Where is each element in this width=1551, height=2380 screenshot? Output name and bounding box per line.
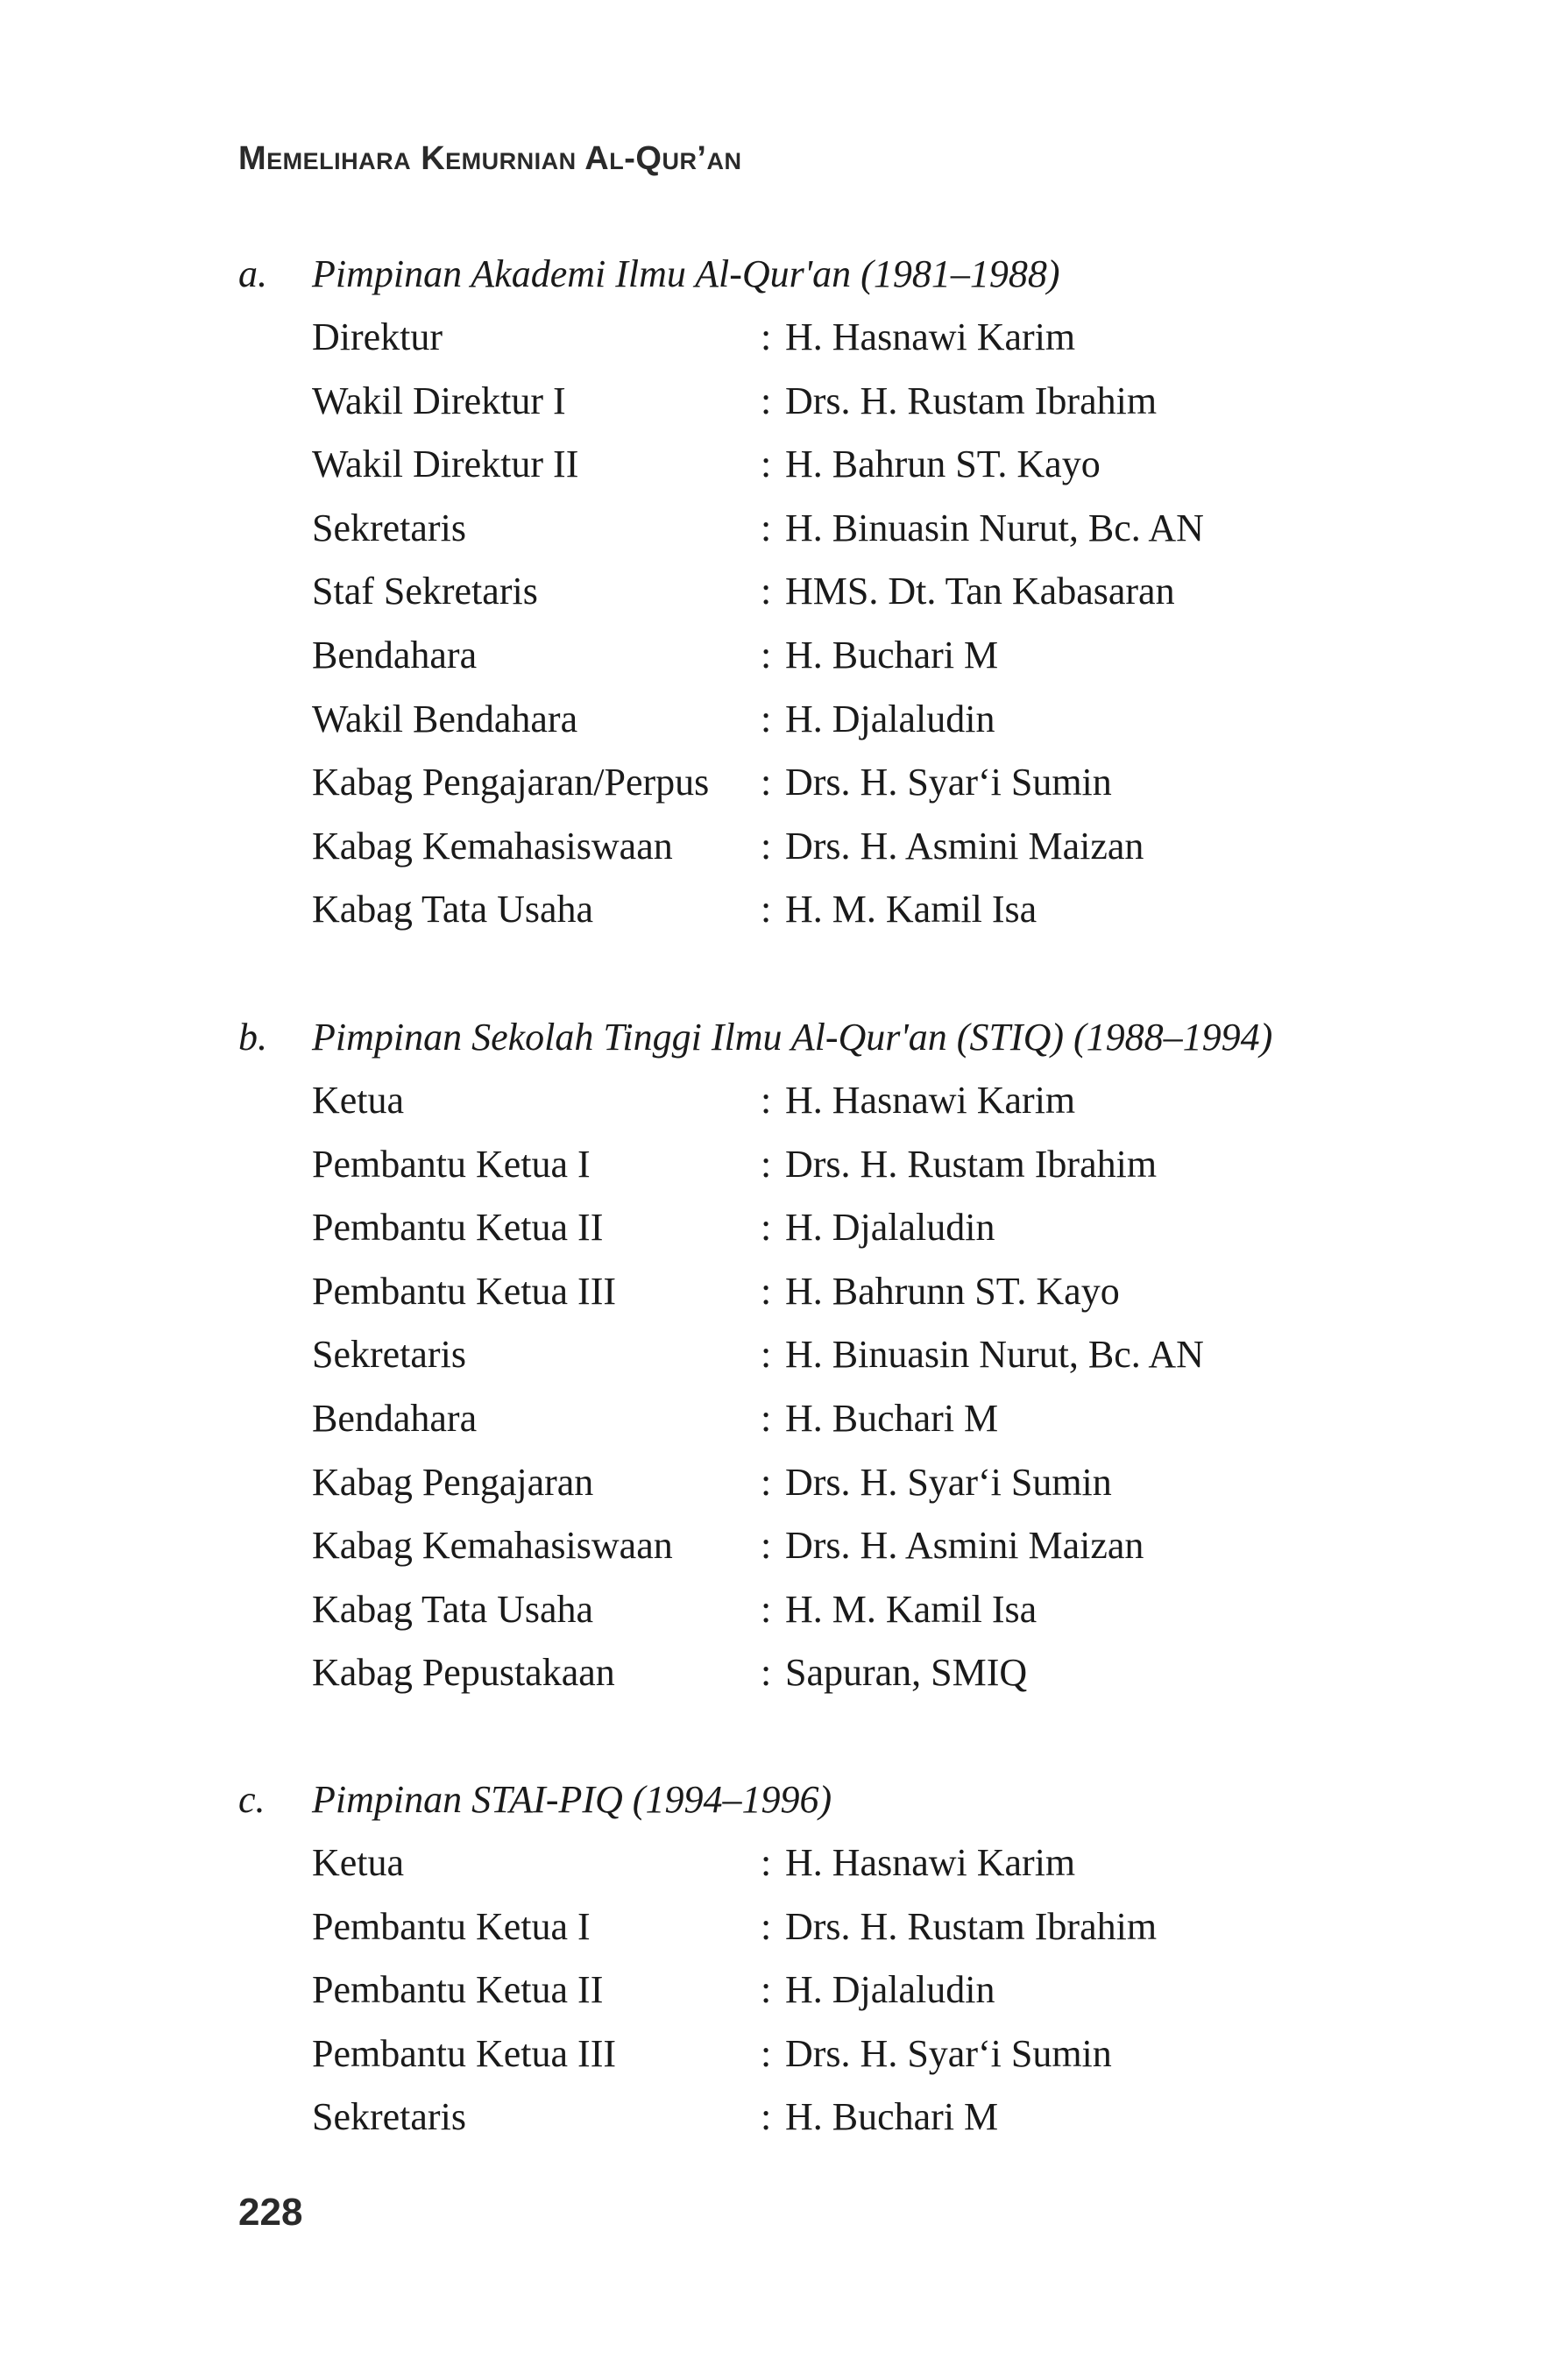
separator-colon: : — [761, 697, 772, 740]
officer-name: Drs. H. Rustam Ibrahim — [785, 1904, 1158, 1948]
officer-name: H. M. Kamil Isa — [785, 888, 1038, 931]
officer-name: H. Hasnawi Karim — [785, 1841, 1076, 1884]
officer-role: Kabag Kemahasiswaan — [312, 1524, 673, 1568]
officer-row — [238, 2086, 1377, 2150]
separator-colon: : — [761, 2095, 772, 2139]
officer-row — [238, 624, 1377, 688]
section-letter: b. — [238, 1016, 267, 1059]
officer-row — [238, 1895, 1377, 1959]
officer-role: Kabag Pengajaran — [312, 1460, 594, 1504]
officer-row — [238, 1133, 1377, 1197]
separator-colon: : — [761, 1460, 772, 1504]
officer-name: H. Hasnawi Karim — [785, 315, 1076, 358]
officer-row — [238, 751, 1377, 815]
separator-colon: : — [761, 315, 772, 358]
officer-name: Drs. H. Syar‘i Sumin — [785, 1460, 1112, 1504]
section-heading — [238, 1768, 1377, 1831]
separator-colon: : — [761, 1524, 772, 1568]
separator-colon: : — [761, 824, 772, 868]
officer-role: Pembantu Ketua I — [312, 1142, 591, 1186]
officer-role: Sekretaris — [312, 506, 466, 549]
separator-colon: : — [761, 1269, 772, 1313]
officer-role: Kabag Kemahasiswaan — [312, 824, 673, 868]
separator-colon: : — [761, 1968, 772, 2012]
separator-colon: : — [761, 379, 772, 422]
officer-role: Bendahara — [312, 633, 478, 676]
separator-colon: : — [761, 1904, 772, 1948]
officer-role: Kabag Pepustakaan — [312, 1651, 615, 1695]
separator-colon: : — [761, 761, 772, 804]
officer-name: Drs. H. Rustam Ibrahim — [785, 379, 1158, 422]
officer-name: H. Bahrun ST. Kayo — [785, 443, 1101, 486]
section-akademi — [238, 243, 1377, 942]
running-head: Memelihara Kemurnian Al-Qur’an — [238, 140, 742, 177]
officer-name: H. Bahrunn ST. Kayo — [785, 1269, 1120, 1313]
officer-row — [238, 497, 1377, 561]
officer-row — [238, 1641, 1377, 1705]
officer-name: H. Binuasin Nurut, Bc. AN — [785, 506, 1204, 549]
separator-colon: : — [761, 888, 772, 931]
officer-role: Bendahara — [312, 1396, 478, 1440]
officer-list — [238, 1831, 1377, 2150]
officer-name: H. M. Kamil Isa — [785, 1587, 1038, 1631]
officer-row — [238, 1578, 1377, 1642]
officer-row — [238, 1069, 1377, 1133]
officer-row — [238, 1451, 1377, 1515]
separator-colon: : — [761, 443, 772, 486]
officer-role: Pembantu Ketua II — [312, 1206, 604, 1250]
separator-colon: : — [761, 1142, 772, 1186]
officer-row — [238, 560, 1377, 624]
officer-row — [238, 815, 1377, 879]
officer-role: Wakil Direktur II — [312, 443, 579, 486]
officer-row — [238, 370, 1377, 434]
officer-name: H. Djalaludin — [785, 1968, 995, 2012]
officer-name: H. Buchari M — [785, 2095, 999, 2139]
officer-row — [238, 878, 1377, 942]
section-stiq — [238, 1006, 1377, 1705]
officer-role: Wakil Bendahara — [312, 697, 578, 740]
officer-role: Pembantu Ketua III — [312, 1269, 616, 1313]
officer-role: Pembantu Ketua II — [312, 1968, 604, 2012]
section-heading — [238, 243, 1377, 306]
officer-role: Sekretaris — [312, 2095, 466, 2139]
officer-role: Pembantu Ketua III — [312, 2031, 616, 2075]
officer-name: Drs. H. Asmini Maizan — [785, 1524, 1144, 1568]
officer-row — [238, 2022, 1377, 2086]
officer-list — [238, 306, 1377, 942]
officer-name: H. Buchari M — [785, 1396, 999, 1440]
officer-name: Drs. H. Asmini Maizan — [785, 824, 1144, 868]
separator-colon: : — [761, 2031, 772, 2075]
section-letter: a. — [238, 252, 267, 295]
officer-name: H. Djalaludin — [785, 1206, 995, 1250]
officer-name: H. Buchari M — [785, 633, 999, 676]
officer-role: Sekretaris — [312, 1333, 466, 1377]
section-title: Pimpinan STAI-PIQ (1994–1996) — [312, 1778, 832, 1821]
officer-row — [238, 1959, 1377, 2022]
page-number: 228 — [238, 2191, 303, 2234]
separator-colon: : — [761, 1587, 772, 1631]
officer-row — [238, 688, 1377, 752]
separator-colon: : — [761, 1651, 772, 1695]
officer-role: Kabag Tata Usaha — [312, 888, 594, 931]
officer-list — [238, 1069, 1377, 1705]
section-title: Pimpinan Akademi Ilmu Al-Qur'an (1981–1988) — [312, 252, 1060, 295]
section-heading — [238, 1006, 1377, 1069]
officer-role: Ketua — [312, 1079, 405, 1122]
officer-row — [238, 1196, 1377, 1260]
separator-colon: : — [761, 633, 772, 676]
officer-role: Pembantu Ketua I — [312, 1904, 591, 1948]
officer-role: Kabag Pengajaran/Perpus — [312, 761, 710, 804]
officer-role: Direktur — [312, 315, 443, 358]
officer-role: Staf Sekretaris — [312, 570, 538, 613]
officer-name: Drs. H. Syar‘i Sumin — [785, 2031, 1112, 2075]
officer-name: H. Binuasin Nurut, Bc. AN — [785, 1333, 1204, 1377]
section-letter: c. — [238, 1778, 266, 1821]
officer-name: Sapuran, SMIQ — [785, 1651, 1028, 1695]
officer-row — [238, 1323, 1377, 1387]
officer-name: H. Hasnawi Karim — [785, 1079, 1076, 1122]
separator-colon: : — [761, 506, 772, 549]
officer-name: H. Djalaludin — [785, 697, 995, 740]
separator-colon: : — [761, 1079, 772, 1122]
separator-colon: : — [761, 1333, 772, 1377]
officer-role: Kabag Tata Usaha — [312, 1587, 594, 1631]
section-title: Pimpinan Sekolah Tinggi Ilmu Al-Qur'an (STIQ) (1988–1994) — [312, 1016, 1273, 1059]
officer-row — [238, 306, 1377, 370]
officer-name: Drs. H. Rustam Ibrahim — [785, 1142, 1158, 1186]
officer-row — [238, 1387, 1377, 1451]
officer-row — [238, 1514, 1377, 1578]
officer-role: Ketua — [312, 1841, 405, 1884]
officer-name: HMS. Dt. Tan Kabasaran — [785, 570, 1175, 613]
officer-row — [238, 1831, 1377, 1895]
officer-role: Wakil Direktur I — [312, 379, 566, 422]
separator-colon: : — [761, 1841, 772, 1884]
separator-colon: : — [761, 570, 772, 613]
officer-row — [238, 1260, 1377, 1324]
officer-row — [238, 433, 1377, 497]
separator-colon: : — [761, 1396, 772, 1440]
officer-name: Drs. H. Syar‘i Sumin — [785, 761, 1112, 804]
section-stai-piq — [238, 1768, 1377, 2150]
separator-colon: : — [761, 1206, 772, 1250]
